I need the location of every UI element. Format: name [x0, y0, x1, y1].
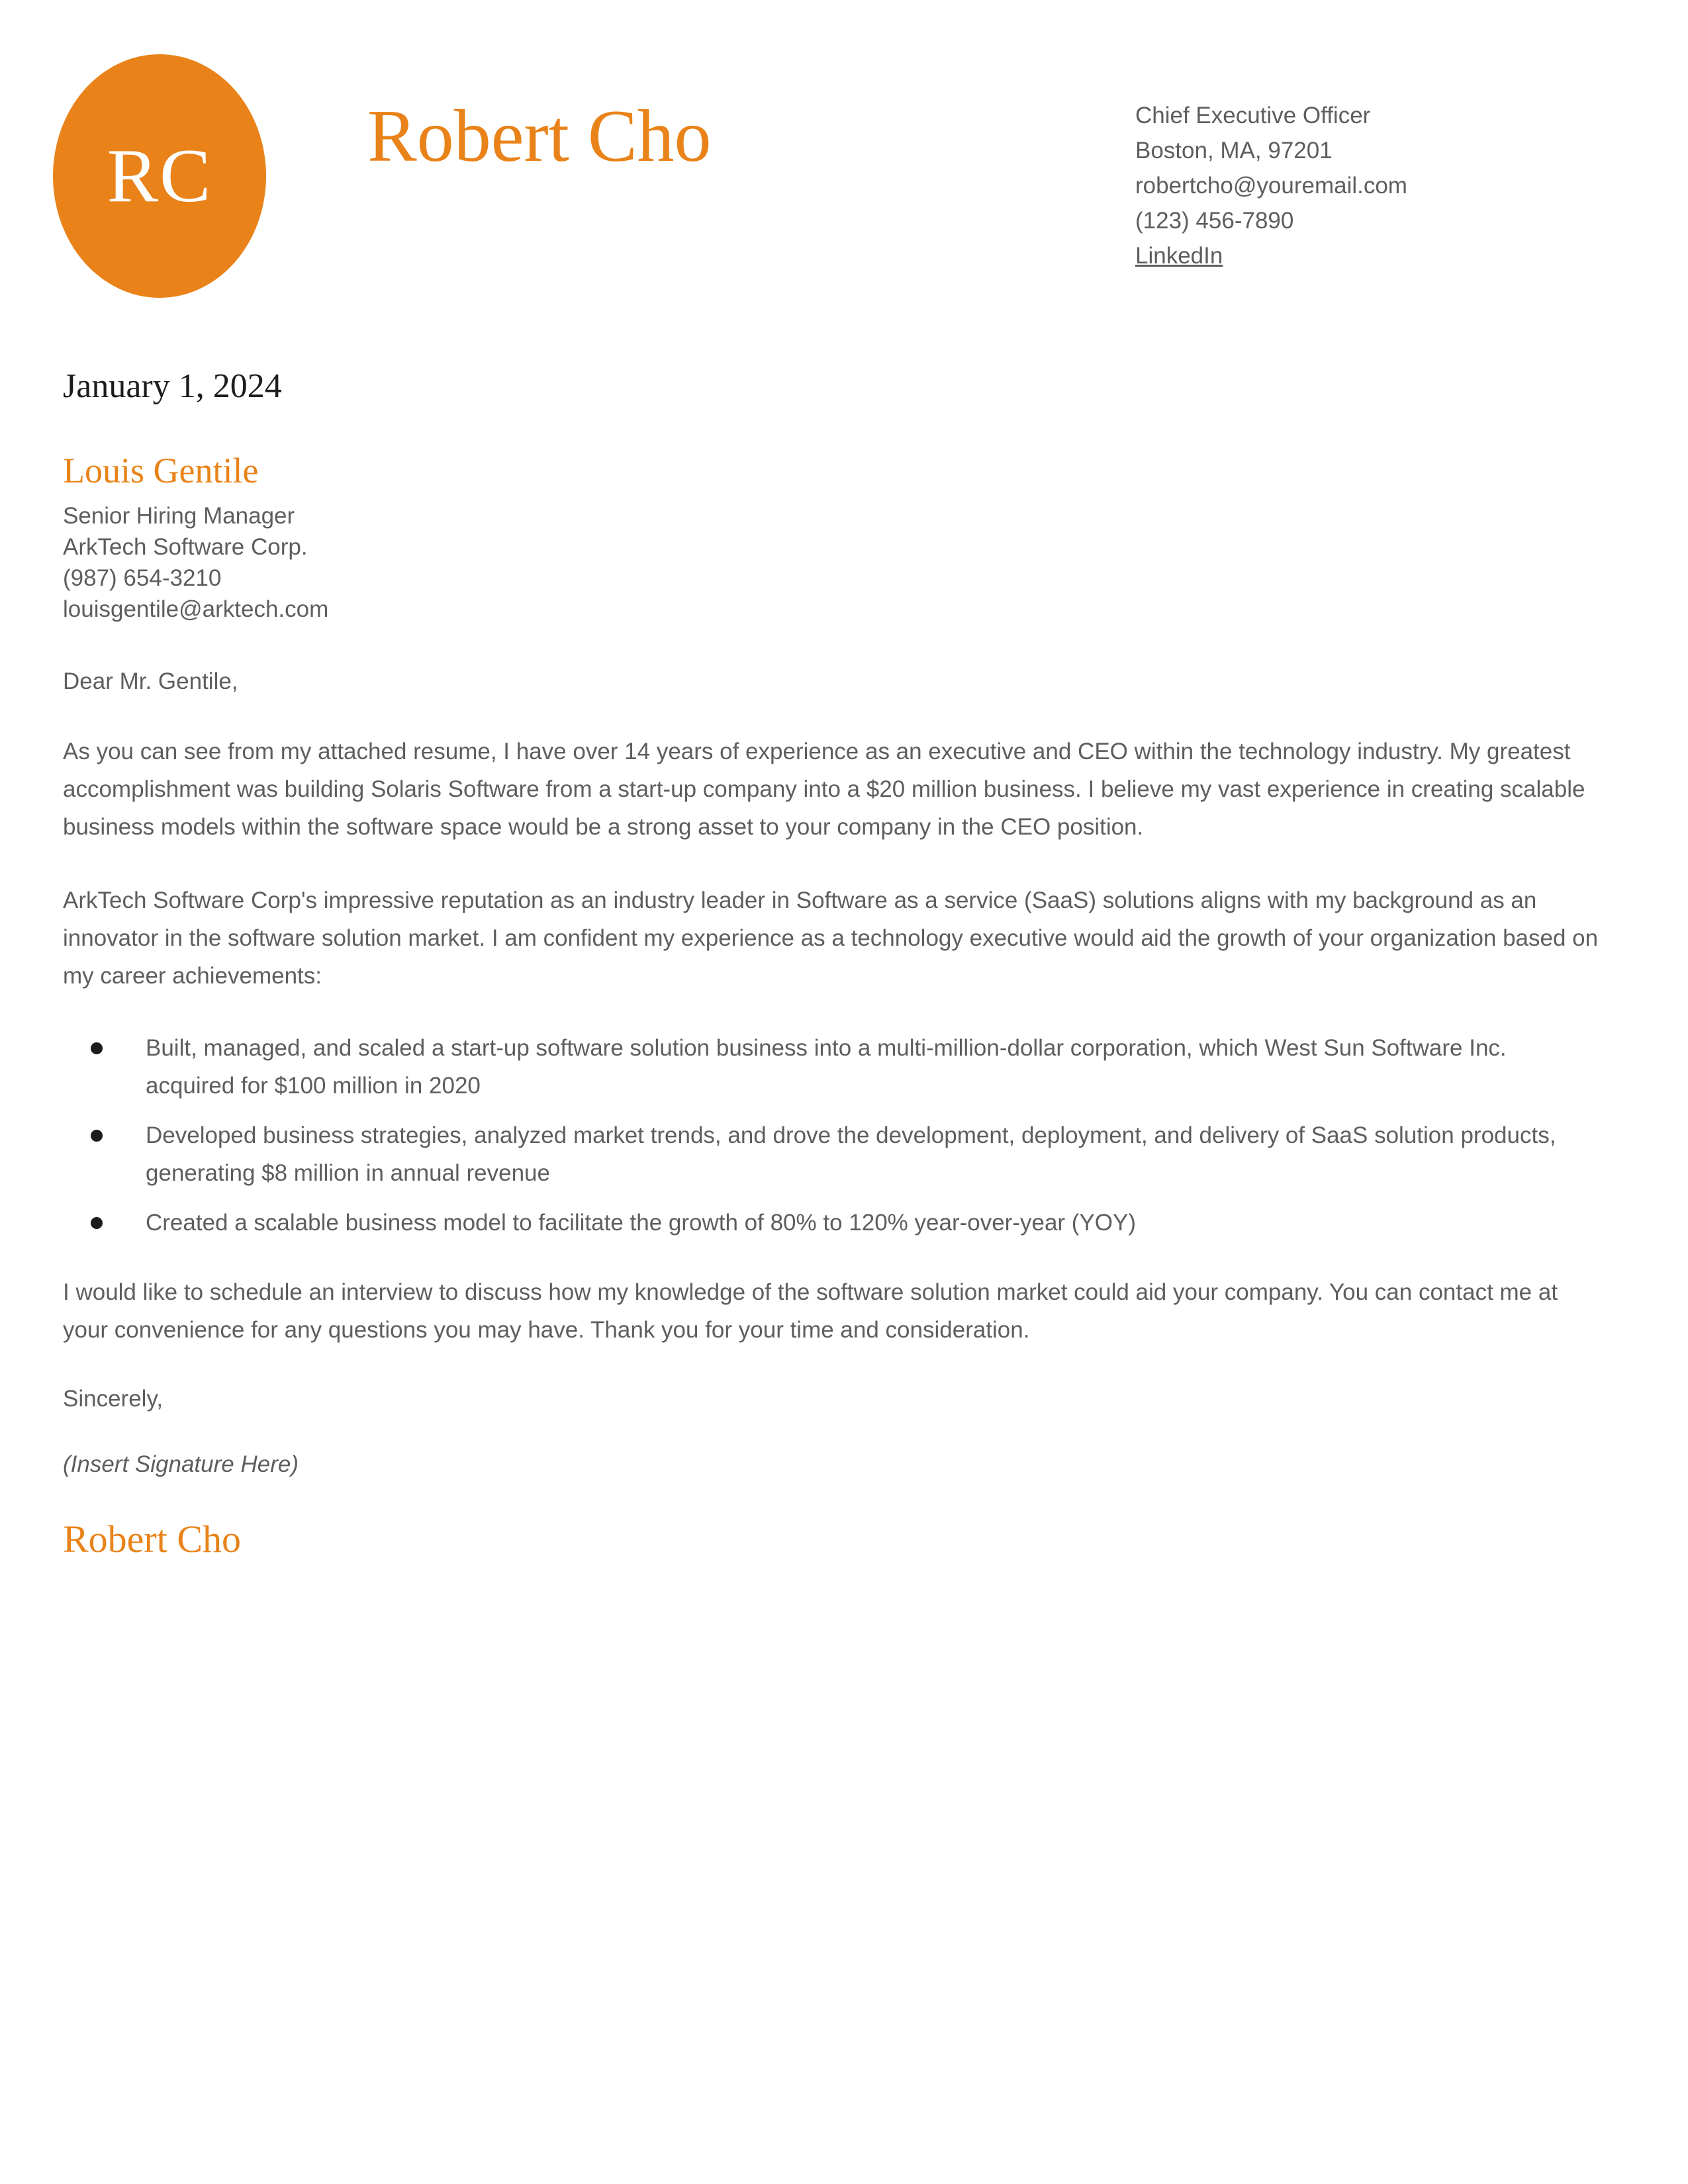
recipient-name: Louis Gentile [63, 451, 259, 491]
salutation: Dear Mr. Gentile, [63, 668, 238, 694]
sender-job-title: Chief Executive Officer [1135, 103, 1371, 128]
linkedin-link[interactable]: LinkedIn [1135, 243, 1223, 269]
achievements-list [63, 1029, 1599, 1242]
monogram-badge [53, 54, 266, 298]
achievement-text: Built, managed, and scaled a start-up software solution business into a multi-million-dollar corporation, which West Sun Software Inc. acquired for $100 million in 2020 [146, 1034, 1507, 1099]
signoff: Sincerely, [63, 1385, 164, 1412]
page-title: Robert Cho [367, 95, 712, 177]
sender-phone: (123) 456-7890 [1135, 208, 1294, 234]
monogram-initials: RC [107, 134, 212, 218]
achievement-text: Created a scalable business model to facilitate the growth of 80% to 120% year-over-year (YOY) [146, 1209, 1137, 1236]
recipient-block [63, 451, 1599, 624]
sender-location: Boston, MA, 97201 [1135, 138, 1333, 163]
recipient-phone: (987) 654-3210 [63, 565, 222, 591]
achievement-text: Developed business strategies, analyzed market trends, and drove the development, deployment, and delivery of SaaS solution products, generating $8 million in annual revenue [146, 1122, 1556, 1186]
signature-placeholder: (Insert Signature Here) [63, 1451, 299, 1477]
bullet-dot-icon [91, 1042, 103, 1054]
letter-header [0, 0, 1688, 311]
signature-name: Robert Cho [63, 1517, 242, 1561]
recipient-email[interactable]: louisgentile@arktech.com [63, 596, 329, 622]
body-paragraph-2: ArkTech Software Corp's impressive reputation as an industry leader in Software as a service (SaaS) solutions aligns with my background as an innovator in the software solution market. I am confident my experience as a technology executive would aid the growth of your organization based on my career achievements: [63, 887, 1599, 989]
closing-paragraph: I would like to schedule an interview to discuss how my knowledge of the software solution market could aid your company. You can contact me at your convenience for any questions you may have. Thank you for your time and consideration. [63, 1279, 1558, 1343]
recipient-title: Senior Hiring Manager [63, 502, 295, 529]
recipient-company: ArkTech Software Corp. [63, 533, 308, 560]
bullet-dot-icon [91, 1130, 103, 1142]
sender-contact-block [1135, 98, 1407, 273]
bullet-dot-icon [91, 1217, 103, 1229]
sender-email[interactable]: robertcho@youremail.com [1135, 173, 1407, 199]
list-item [63, 1029, 1599, 1105]
letter-date: January 1, 2024 [63, 367, 282, 405]
list-item [63, 1204, 1599, 1242]
list-item [63, 1116, 1599, 1192]
letter-body [63, 367, 1599, 1560]
body-paragraph-1: As you can see from my attached resume, I have over 14 years of experience as an executive and CEO within the technology industry. My greatest accomplishment was building Solaris Software from a start-up company into a $20 million business. I believe my vast experience in creating scalable business models within the software space would be a strong asset to your company in the CEO position. [63, 738, 1585, 840]
